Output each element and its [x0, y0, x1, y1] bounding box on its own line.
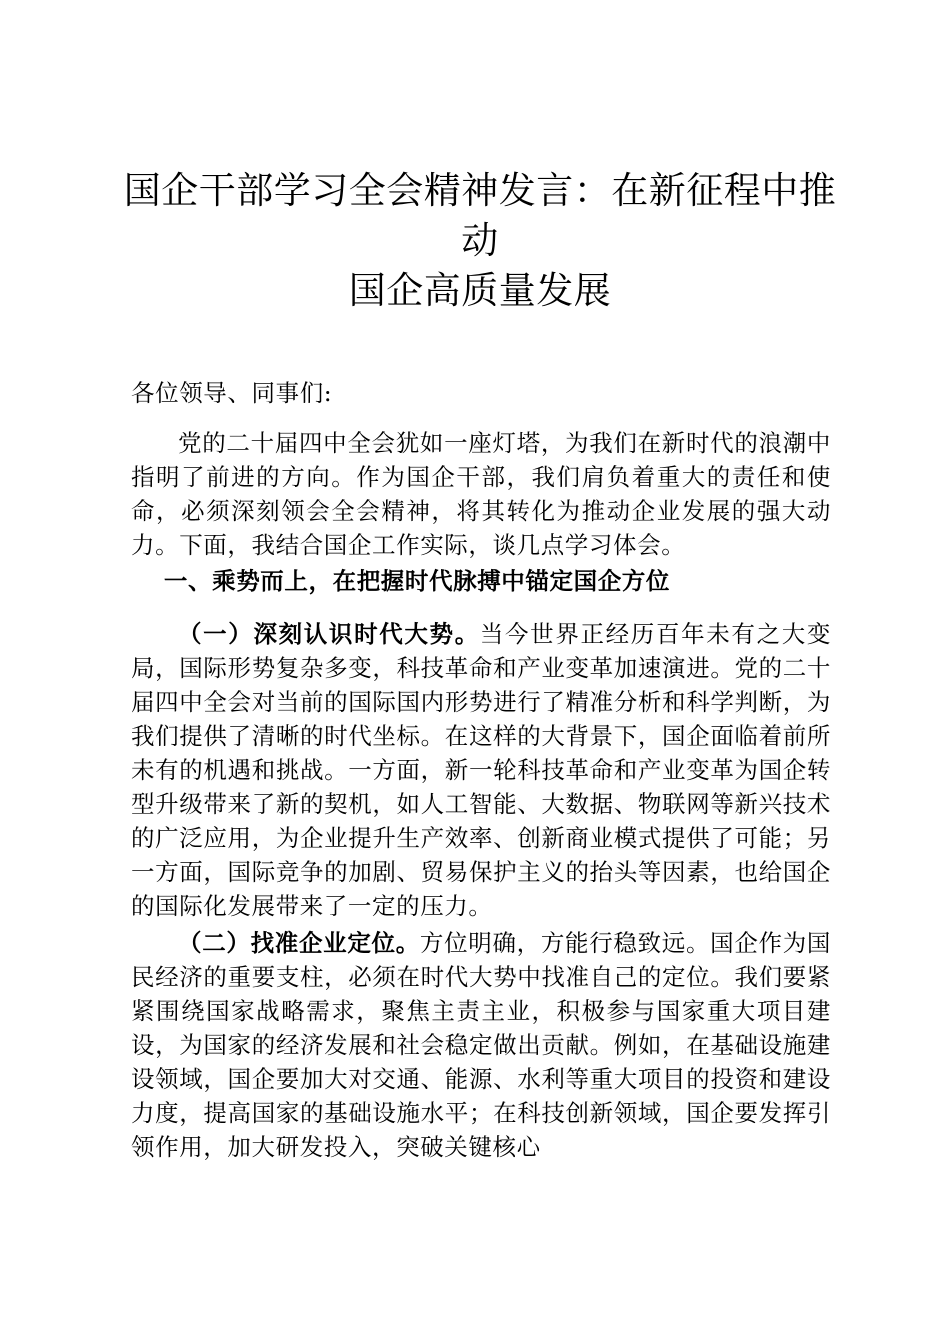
subsection-2-text: 方位明确，方能行稳致远。国企作为国民经济的重要支柱，必须在时代大势中找准自己的定位。我们要紧紧围绕国家战略需求，聚焦主责主业，积极参与国家重大项目建设，为国家的经济发展和社会稳定做出贡献。例如，在基础设施建设领域，国企要加大对交通、能源、水利等重大项目的投资和建设力度，提高国家的基础设施水平；在科技创新领域，国企要发挥引领作用，加大研发投入，突破关键核心 [131, 929, 832, 1161]
subsection-1-paragraph [131, 617, 831, 923]
title-line-2: 国企高质量发展 [348, 269, 612, 312]
title-line-1: 国企干部学习全会精神发言：在新征程中推动 [123, 169, 837, 262]
subsection-2-lead: （二）找准企业定位。 [178, 929, 420, 957]
section-heading-1: 一、乘势而上，在把握时代脉搏中锚定国企方位 [163, 567, 670, 595]
salutation: 各位领导、同事们: [131, 379, 333, 407]
intro-paragraph: 党的二十届四中全会犹如一座灯塔，为我们在新时代的浪潮中指明了前进的方向。作为国企干部，我们肩负着重大的责任和使命，必须深刻领会全会精神，将其转化为推动企业发展的强大动力。下面，我结合国企工作实际，谈几点学习体会。 [131, 429, 831, 559]
subsection-1-lead: （一）深刻认识时代大势。 [178, 620, 480, 648]
document-title [110, 166, 850, 316]
subsection-1-text: 当今世界正经历百年未有之大变局，国际形势复杂多变，科技革命和产业变革加速演进。党的二十届四中全会对当前的国际国内形势进行了精准分析和科学判断，为我们提供了清晰的时代坐标。在这样的大背景下，国企面临着前所未有的机遇和挑战。一方面，新一轮科技革命和产业变革为国企转型升级带来了新的契机，如人工智能、大数据、物联网等新兴技术的广泛应用，为企业提升生产效率、创新商业模式提供了可能；另一方面，国际竞争的加剧、贸易保护主义的抬头等因素，也给国企的国际化发展带来了一定的压力。 [131, 620, 831, 920]
subsection-2-paragraph [131, 926, 831, 1164]
